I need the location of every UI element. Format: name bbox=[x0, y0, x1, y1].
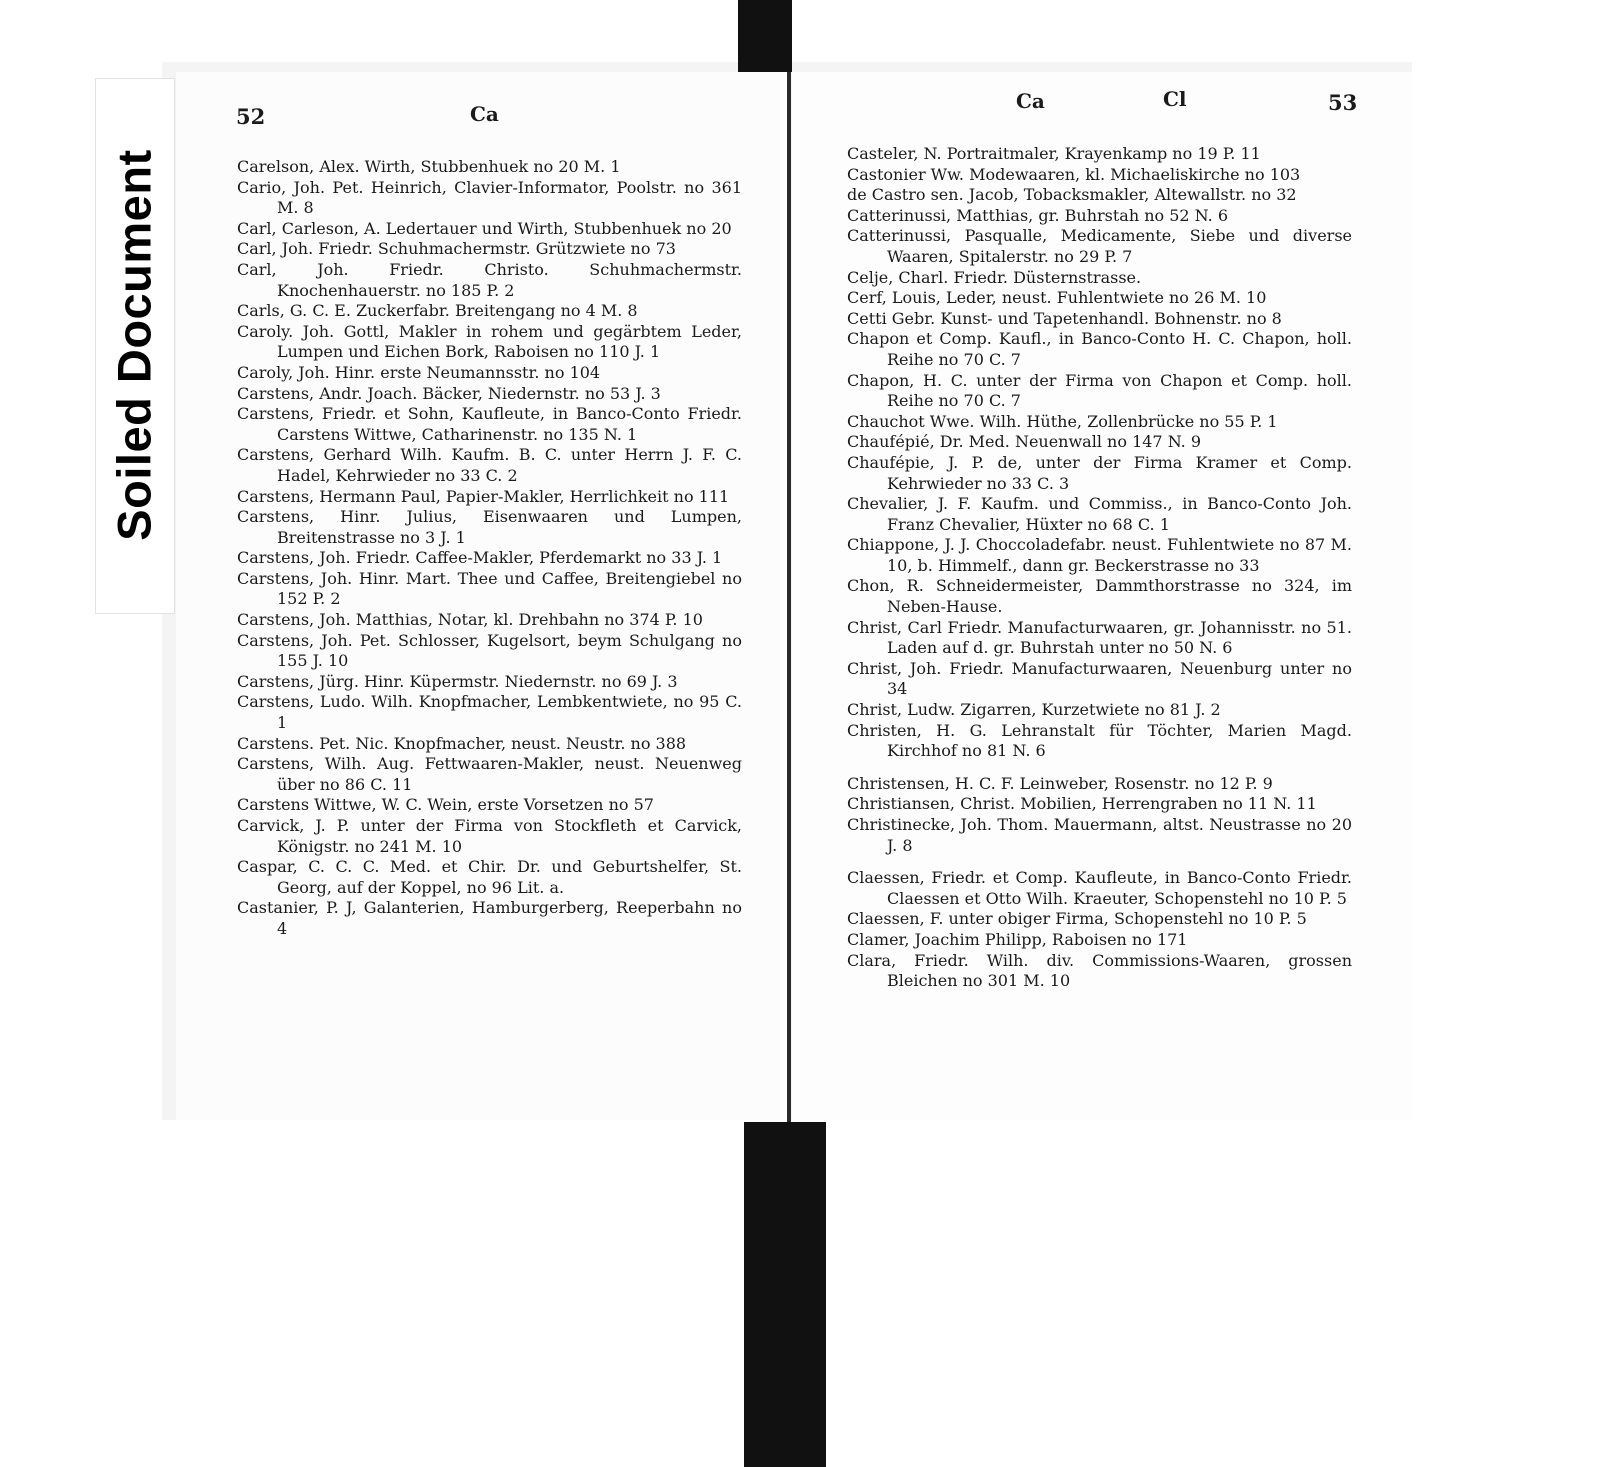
directory-entry: Castonier Ww. Modewaaren, kl. Michaeliskirche no 103 bbox=[847, 164, 1301, 184]
directory-entry: Catterinussi, Pasqualle, Medicamente, Siebe und diverse Waaren, Spitalerstr. no 29 P. 7 bbox=[847, 226, 1352, 266]
directory-entry: Carstens, Hinr. Julius, Eisenwaaren und Lumpen, Breitenstrasse no 3 J. 1 bbox=[237, 507, 742, 547]
directory-entry: Clara, Friedr. Wilh. div. Commissions-Waaren, grossen Bleichen no 301 M. 10 bbox=[847, 950, 1352, 991]
directory-entry: Christensen, H. C. F. Leinweber, Rosenstr. no 12 P. 9 bbox=[847, 773, 1273, 793]
directory-entry: Celje, Charl. Friedr. Düsternstrasse. bbox=[847, 267, 1142, 287]
left-section-header: Ca bbox=[470, 102, 499, 126]
directory-entry: Cerf, Louis, Leder, neust. Fuhlentwiete no 26 M. 10 bbox=[847, 288, 1267, 308]
directory-entry: Carls, G. C. E. Zuckerfabr. Breitengang no 4 M. 8 bbox=[237, 301, 638, 321]
directory-entry: Christiansen, Christ. Mobilien, Herrengraben no 11 N. 11 bbox=[847, 794, 1317, 814]
directory-entry: Carstens, Hermann Paul, Papier-Makler, Herrlichkeit no 111 bbox=[237, 486, 730, 506]
directory-entry: Caroly. Joh. Gottl, Makler in rohem und gegärbtem Leder, Lumpen und Eichen Bork, Raboisen no 110 J. 1 bbox=[237, 321, 742, 362]
directory-entry: Carl, Carleson, A. Ledertauer und Wirth, Stubbenhuek no 20 bbox=[237, 218, 732, 238]
directory-entry: Christ, Joh. Friedr. Manufacturwaaren, Neuenburg unter no 34 bbox=[847, 658, 1352, 699]
directory-entry: Carstens, Joh. Hinr. Mart. Thee und Caffee, Breitengiebel no 152 P. 2 bbox=[237, 568, 742, 609]
directory-entry: Carvick, J. P. unter der Firma von Stockfleth et Carvick, Königstr. no 241 M. 10 bbox=[237, 816, 742, 856]
soiled-document-label: Soiled Document bbox=[107, 149, 161, 541]
directory-entry: Carstens, Andr. Joach. Bäcker, Niedernstr. no 53 J. 3 bbox=[237, 383, 661, 403]
directory-entry: Cetti Gebr. Kunst- und Tapetenhandl. Bohnenstr. no 8 bbox=[847, 308, 1282, 328]
directory-entry: Caroly, Joh. Hinr. erste Neumannsstr. no 104 bbox=[237, 362, 601, 382]
directory-entry: Catterinussi, Matthias, gr. Buhrstah no 52 N. 6 bbox=[847, 205, 1229, 225]
directory-entry: Chon, R. Schneidermeister, Dammthorstrasse no 324, im Neben-Hause. bbox=[847, 576, 1352, 617]
left-page-number: 52 bbox=[236, 104, 266, 129]
binding-strip-top bbox=[738, 0, 792, 72]
left-directory-list bbox=[237, 157, 742, 940]
directory-entry: Carstens. Pet. Nic. Knopfmacher, neust. Neustr. no 388 bbox=[237, 733, 687, 753]
directory-entry: Chapon, H. C. unter der Firma von Chapon et Comp. holl. Reihe no 70 C. 7 bbox=[847, 370, 1352, 411]
directory-entry: Carstens, Jürg. Hinr. Küpermstr. Niedernstr. no 69 J. 3 bbox=[237, 671, 678, 691]
directory-entry: de Castro sen. Jacob, Tobacksmakler, Altewallstr. no 32 bbox=[847, 185, 1297, 205]
right-section-header-ca: Ca bbox=[1016, 89, 1045, 113]
directory-entry: Chapon et Comp. Kaufl., in Banco-Conto H. C. Chapon, holl. Reihe no 70 C. 7 bbox=[847, 329, 1352, 369]
directory-entry: Carstens, Joh. Pet. Schlosser, Kugelsort, beym Schulgang no 155 J. 10 bbox=[237, 630, 742, 671]
directory-entry: Chevalier, J. F. Kaufm. und Commiss., in Banco-Conto Joh. Franz Chevalier, Hüxter no 68 C. 1 bbox=[847, 494, 1352, 534]
directory-entry: Carl, Joh. Friedr. Schuhmachermstr. Grützwiete no 73 bbox=[237, 239, 676, 259]
directory-entry: Carstens, Wilh. Aug. Fettwaaren-Makler, neust. Neuenweg über no 86 C. 11 bbox=[237, 754, 742, 794]
directory-entry: Carelson, Alex. Wirth, Stubbenhuek no 20 M. 1 bbox=[237, 157, 621, 176]
directory-entry: Chaufépié, Dr. Med. Neuenwall no 147 N. 9 bbox=[847, 432, 1202, 452]
directory-entry: Caspar, C. C. C. Med. et Chir. Dr. und Geburtshelfer, St. Georg, auf der Koppel, no 96 Lit. a. bbox=[237, 857, 742, 897]
directory-entry: Claessen, F. unter obiger Firma, Schopenstehl no 10 P. 5 bbox=[847, 909, 1307, 929]
directory-entry: Cario, Joh. Pet. Heinrich, Clavier-Informator, Poolstr. no 361 M. 8 bbox=[237, 177, 742, 218]
book-gutter bbox=[787, 62, 791, 1122]
directory-entry: Castanier, P. J, Galanterien, Hamburgerberg, Reeperbahn no 4 bbox=[237, 898, 742, 938]
directory-entry: Clamer, Joachim Philipp, Raboisen no 171 bbox=[847, 929, 1188, 949]
binding-strip-bottom bbox=[744, 1122, 826, 1467]
right-page-number: 53 bbox=[1328, 90, 1358, 115]
directory-entry: Christ, Carl Friedr. Manufacturwaaren, gr. Johannisstr. no 51. Laden auf d. gr. Buhrstah unter no 50 N. 6 bbox=[847, 617, 1352, 658]
directory-entry: Carstens, Ludo. Wilh. Knopfmacher, Lembkentwiete, no 95 C. 1 bbox=[237, 692, 742, 733]
directory-entry: Carstens, Gerhard Wilh. Kaufm. B. C. unter Herrn J. F. C. Hadel, Kehrwieder no 33 C. 2 bbox=[237, 445, 742, 485]
directory-entry: Chaufépie, J. P. de, unter der Firma Kramer et Comp. Kehrwieder no 33 C. 3 bbox=[847, 452, 1352, 493]
directory-entry: Christ, Ludw. Zigarren, Kurzetwiete no 81 J. 2 bbox=[847, 700, 1221, 720]
directory-entry: Christen, H. G. Lehranstalt für Töchter, Marien Magd. Kirchhof no 81 N. 6 bbox=[847, 720, 1352, 761]
directory-entry: Carstens, Joh. Friedr. Caffee-Makler, Pferdemarkt no 33 J. 1 bbox=[237, 548, 723, 568]
directory-entry: Carstens, Joh. Matthias, Notar, kl. Drehbahn no 374 P. 10 bbox=[237, 610, 703, 630]
directory-entry: Christinecke, Joh. Thom. Mauermann, altst. Neustrasse no 20 J. 8 bbox=[847, 815, 1352, 855]
directory-entry: Carstens Wittwe, W. C. Wein, erste Vorsetzen no 57 bbox=[237, 795, 654, 815]
directory-entry: Carstens, Friedr. et Sohn, Kaufleute, in Banco-Conto Friedr. Carstens Wittwe, Catharinenstr. no 135 N. 1 bbox=[237, 404, 742, 444]
right-directory-list bbox=[847, 144, 1352, 992]
directory-entry: Chauchot Wwe. Wilh. Hüthe, Zollenbrücke no 55 P. 1 bbox=[847, 411, 1278, 431]
directory-entry: Claessen, Friedr. et Comp. Kaufleute, in Banco-Conto Friedr. Claessen et Otto Wilh. Kraeuter, Schopenstehl no 10 P. 5 bbox=[847, 868, 1352, 908]
directory-entry: Carl, Joh. Friedr. Christo. Schuhmachermstr. Knochenhauerstr. no 185 P. 2 bbox=[237, 259, 742, 300]
directory-entry: Casteler, N. Portraitmaler, Krayenkamp no 19 P. 11 bbox=[847, 144, 1261, 163]
right-section-header-cl: Cl bbox=[1163, 87, 1187, 111]
directory-entry: Chiappone, J. J. Choccoladefabr. neust. Fuhlentwiete no 87 M. 10, b. Himmelf., dann gr. Beckerstrasse no 33 bbox=[847, 535, 1352, 575]
